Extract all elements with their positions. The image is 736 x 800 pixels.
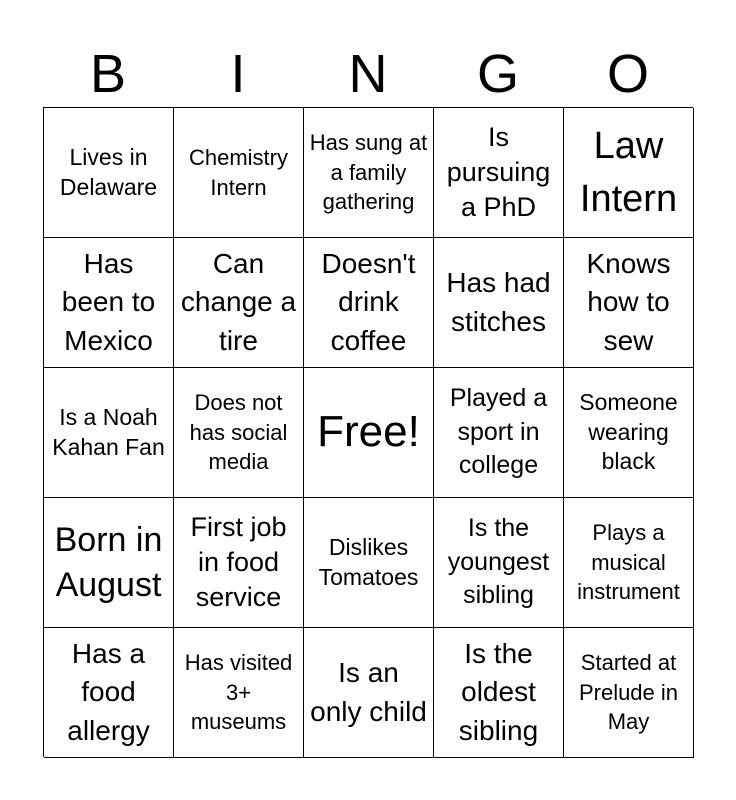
cell-text: Lives in Delaware xyxy=(59,143,158,200)
cell-text: Has been to Mexico xyxy=(61,247,156,356)
bingo-header xyxy=(43,42,693,106)
cell-text: Has visited 3+ museums xyxy=(184,649,293,735)
cell-text: Plays a musical instrument xyxy=(577,519,680,605)
bingo-cell[interactable] xyxy=(44,628,174,758)
header-letter-i: I xyxy=(230,44,246,104)
cell-text: Law Intern xyxy=(579,125,678,220)
bingo-cell[interactable] xyxy=(304,238,434,368)
cell-text: Has sung at a family gathering xyxy=(309,129,428,215)
cell-text: Is a Noah Kahan Fan xyxy=(52,403,165,460)
cell-text: Free! xyxy=(317,407,420,457)
cell-text: Knows how to sew xyxy=(586,247,671,356)
cell-text: Is the oldest sibling xyxy=(458,637,539,746)
cell-text: Someone wearing black xyxy=(579,388,678,475)
header-letter-n: N xyxy=(348,44,388,104)
cell-text: Dislikes Tomatoes xyxy=(318,533,419,590)
bingo-cell[interactable] xyxy=(564,238,694,368)
bingo-cell[interactable] xyxy=(44,498,174,628)
cell-text: Played a sport in college xyxy=(449,383,548,480)
bingo-cell[interactable] xyxy=(434,368,564,498)
bingo-cell[interactable] xyxy=(434,238,564,368)
bingo-cell[interactable] xyxy=(44,108,174,238)
cell-text: Is the youngest sibling xyxy=(447,513,550,610)
bingo-cell[interactable] xyxy=(564,368,694,498)
bingo-cell[interactable] xyxy=(174,368,304,498)
bingo-cell[interactable] xyxy=(44,238,174,368)
bingo-cell[interactable] xyxy=(434,628,564,758)
bingo-cell[interactable] xyxy=(564,628,694,758)
cell-text: Doesn't drink coffee xyxy=(321,247,416,356)
bingo-cell[interactable] xyxy=(434,108,564,238)
cell-text: First job in food service xyxy=(190,511,287,613)
bingo-cell[interactable] xyxy=(44,368,174,498)
cell-text: Started at Prelude in May xyxy=(578,649,679,735)
bingo-cell[interactable] xyxy=(304,498,434,628)
bingo-cell[interactable] xyxy=(564,108,694,238)
bingo-cell[interactable] xyxy=(174,238,304,368)
bingo-board xyxy=(43,107,693,757)
bingo-cell[interactable] xyxy=(434,498,564,628)
cell-text: Chemistry Intern xyxy=(188,144,288,200)
bingo-cell[interactable] xyxy=(174,108,304,238)
cell-text: Can change a tire xyxy=(180,247,297,356)
bingo-cell[interactable] xyxy=(304,108,434,238)
bingo-cell[interactable] xyxy=(174,498,304,628)
bingo-cell[interactable] xyxy=(304,628,434,758)
cell-text: Has had stitches xyxy=(446,266,551,337)
bingo-cell[interactable] xyxy=(174,628,304,758)
header-letter-b: B xyxy=(89,44,127,104)
bingo-cell[interactable] xyxy=(564,498,694,628)
cell-text: Is pursuing a PhD xyxy=(446,121,551,223)
header-letter-g: G xyxy=(476,44,519,104)
free-space[interactable] xyxy=(304,368,434,498)
cell-text: Does not has social media xyxy=(189,389,288,475)
header-letter-o: O xyxy=(606,44,649,104)
cell-text: Born in August xyxy=(54,521,163,604)
cell-text: Is an only child xyxy=(310,656,427,727)
cell-text: Has a food allergy xyxy=(67,637,150,746)
